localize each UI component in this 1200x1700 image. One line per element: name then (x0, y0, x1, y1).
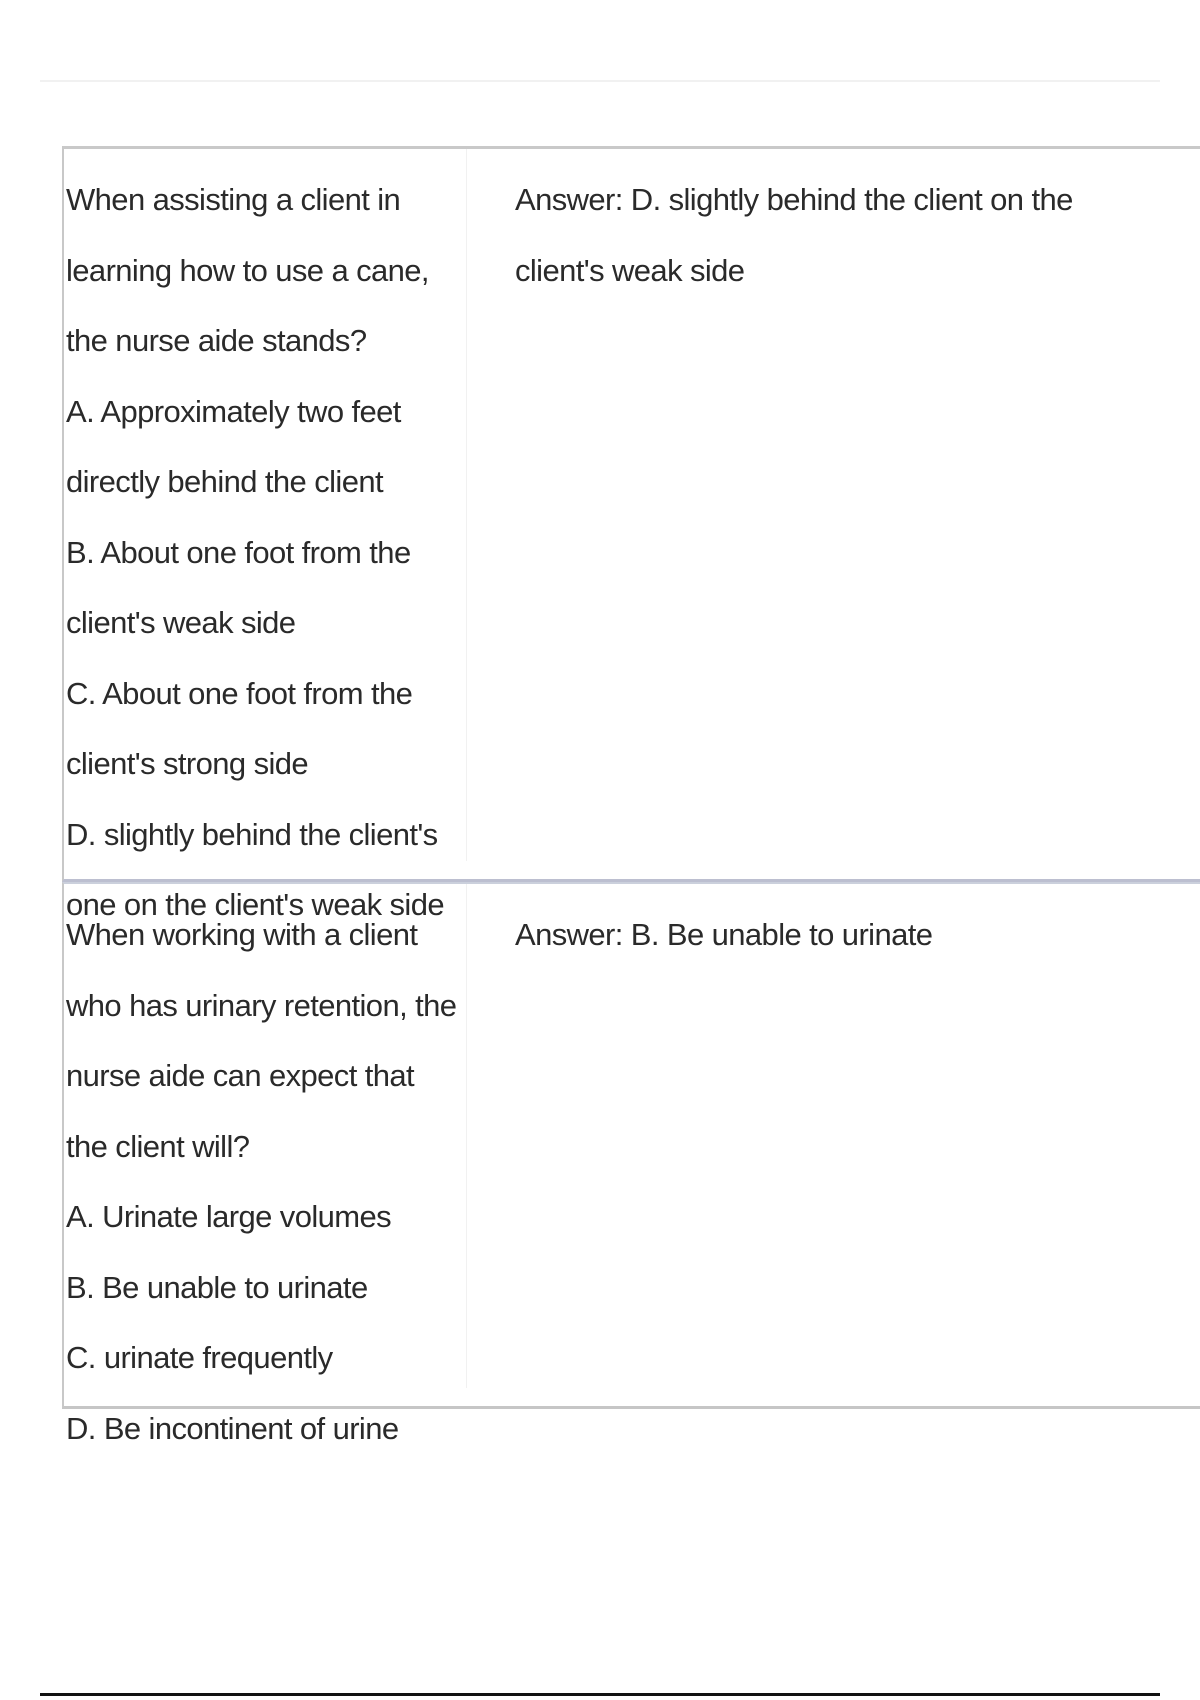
top-divider (40, 80, 1160, 82)
flashcard-definition (467, 149, 1200, 879)
answer-text: Answer: B. Be unable to urinate (515, 917, 933, 952)
question-text: When assisting a client in learning how to use a cane, the nurse aide stands? (66, 182, 429, 358)
answer-text: Answer: D. slightly behind the client on the client's weak side (515, 182, 1073, 288)
flashcard-term (64, 149, 467, 922)
flashcard-term (64, 884, 467, 1446)
flashcard-definition (467, 884, 1200, 1406)
option-b: B. Be unable to urinate (66, 1269, 368, 1305)
question-text: When working with a client who has urinary retention, the nurse aide can expect that the client will? (66, 917, 457, 1164)
option-d: D. slightly behind the client's one on the client's weak side (66, 816, 444, 922)
option-a: A. Urinate large volumes (66, 1199, 392, 1234)
bottom-divider (40, 1693, 1160, 1696)
option-a: A. Approximately two feet directly behind the client (66, 393, 401, 499)
option-b: B. About one foot from the client's weak side (66, 534, 411, 640)
flashcard-1 (62, 146, 1200, 922)
option-c: C. About one foot from the client's strong side (66, 675, 413, 781)
option-c: C. urinate frequently (66, 1340, 333, 1375)
flashcard-2 (62, 882, 1200, 1446)
option-d: D. Be incontinent of urine (66, 1410, 399, 1446)
